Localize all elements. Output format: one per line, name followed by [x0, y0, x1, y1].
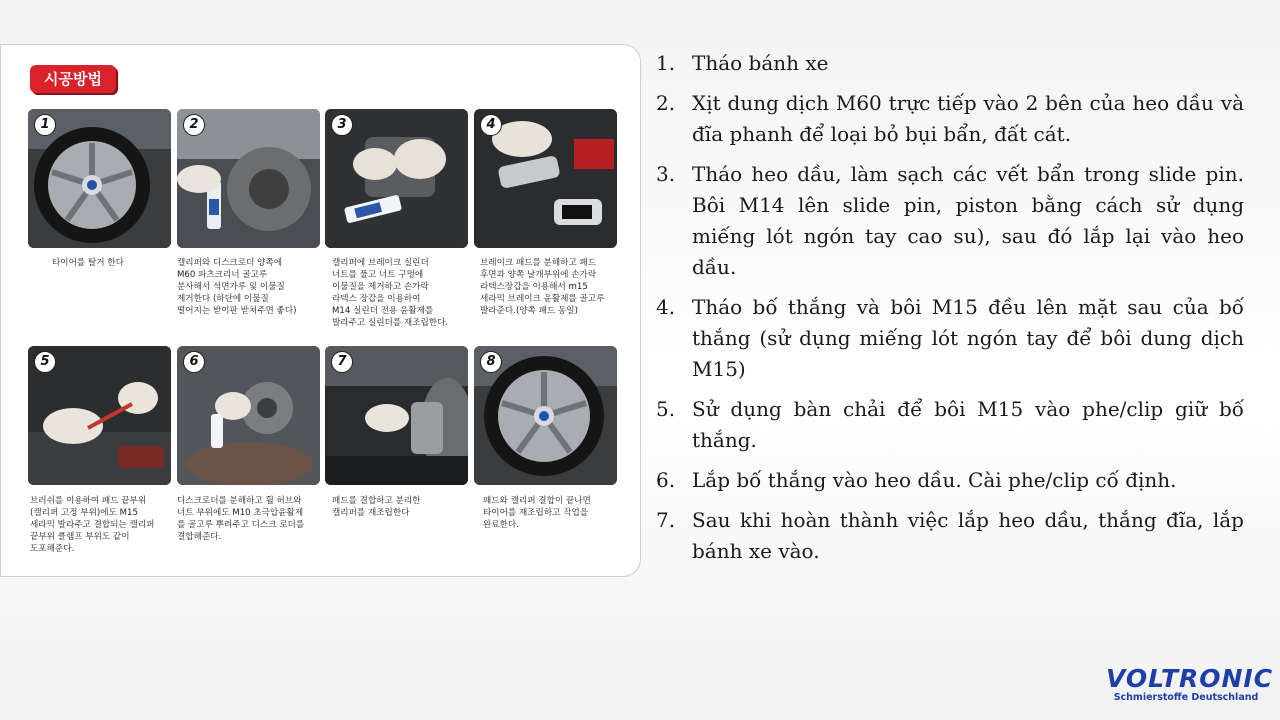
step-2-photo: [177, 109, 320, 248]
instruction-item: 7. Sau khi hoàn thành việc lắp heo dầu, thắng đĩa, lắp bánh xe vào.: [656, 508, 1244, 563]
instruction-item: 2. Xịt dung dịch M60 trực tiếp vào 2 bên của heo dầu và đĩa phanh để loại bỏ bụi bẩn, đất cát.: [656, 91, 1244, 146]
instruction-item: 3. Tháo heo dầu, làm sạch các vết bẩn trong slide pin. Bôi M14 lên slide pin, piston bằng cách sử dụng miếng lót ngón tay cao su), sau đó lắp lại vào heo dầu.: [656, 162, 1244, 279]
step-8-caption: 패드와 캘리퍼 결합이 끝나면 타이어를 재조립하고 작업을 완료한다.: [483, 496, 591, 530]
step-5-caption: 브러쉬를 이용하여 패드 끝부위 (캘리퍼 고정 부위)에도 M15 세라믹 발라주고 결합되는 캘리퍼 끝부위 클램프 부위도 같이 도포해준다.: [30, 496, 155, 554]
step-1-caption: 타이어를 탈거 한다: [52, 258, 124, 268]
voltronic-logo: [1106, 664, 1274, 703]
step-3-photo: [325, 109, 468, 248]
panel-title: 시공방법: [30, 65, 116, 93]
step-3-caption: 캘리퍼에 브레이크 실린더 너트를 풀고 너트 구멍에 이물질을 제거하고 손가락 라텍스 장갑을 이용하여 M14 실린더 전용 윤활제를 발라주고 실린더를 재조립한다.: [332, 258, 449, 328]
step-6-photo: [177, 346, 320, 485]
instruction-item: 5. Sử dụng bàn chải để bôi M15 vào phe/clip giữ bố thắng.: [656, 397, 1244, 452]
step-8-number: 8: [480, 351, 502, 373]
step-6-caption: 디스크로더를 분해하고 휠 허브와 너트 부위에도 M10 초극압윤활제 를 골고루 뿌려주고 디스크 로더를 결합해준다.: [177, 496, 305, 542]
logo-name: VOLTRONIC: [1106, 664, 1274, 693]
instruction-item: 1. Tháo bánh xe: [656, 51, 829, 75]
step-4-caption: 브레이크 패드를 분해하고 패드 후면과 양쪽 날개부위에 손가락 라텍스장갑을 이용해서 m15 세라믹 브레이크 윤활제를 골고루 발라준다.(양쪽 패드 동일): [480, 258, 605, 316]
instruction-list: [656, 48, 1244, 576]
instruction-panel: [0, 44, 641, 577]
step-2-caption: 캘리퍼와 디스크로더 양쪽에 M60 파츠크리너 골고루 분사해서 석면가루 및 이물질 제거한다 (하단에 이물질 떨어지는 받이판 받쳐주면 좋다): [177, 258, 297, 316]
step-4-photo: [474, 109, 617, 248]
step-4-number: 4: [480, 114, 502, 136]
step-7-caption: 패드를 결합하고 분리한 캘리퍼를 재조립한다: [332, 496, 421, 518]
step-3-number: 3: [331, 114, 353, 136]
step-5-number: 5: [34, 351, 56, 373]
step-8-photo: [474, 346, 617, 485]
step-5-photo: [28, 346, 171, 485]
step-7-photo: [325, 346, 468, 485]
step-6-number: 6: [183, 351, 205, 373]
logo-tagline: Schmierstoffe Deutschland: [1113, 692, 1259, 703]
instruction-item: 4. Tháo bố thắng và bôi M15 đều lên mặt sau của bố thắng (sử dụng miếng lót ngón tay để bôi dung dịch M15): [656, 295, 1244, 381]
instruction-item: 6. Lắp bố thắng vào heo dầu. Cài phe/clip cố định.: [656, 468, 1177, 492]
step-7-number: 7: [331, 351, 353, 373]
step-2-number: 2: [183, 114, 205, 136]
step-1-photo: [28, 109, 171, 248]
step-1-number: 1: [34, 114, 56, 136]
